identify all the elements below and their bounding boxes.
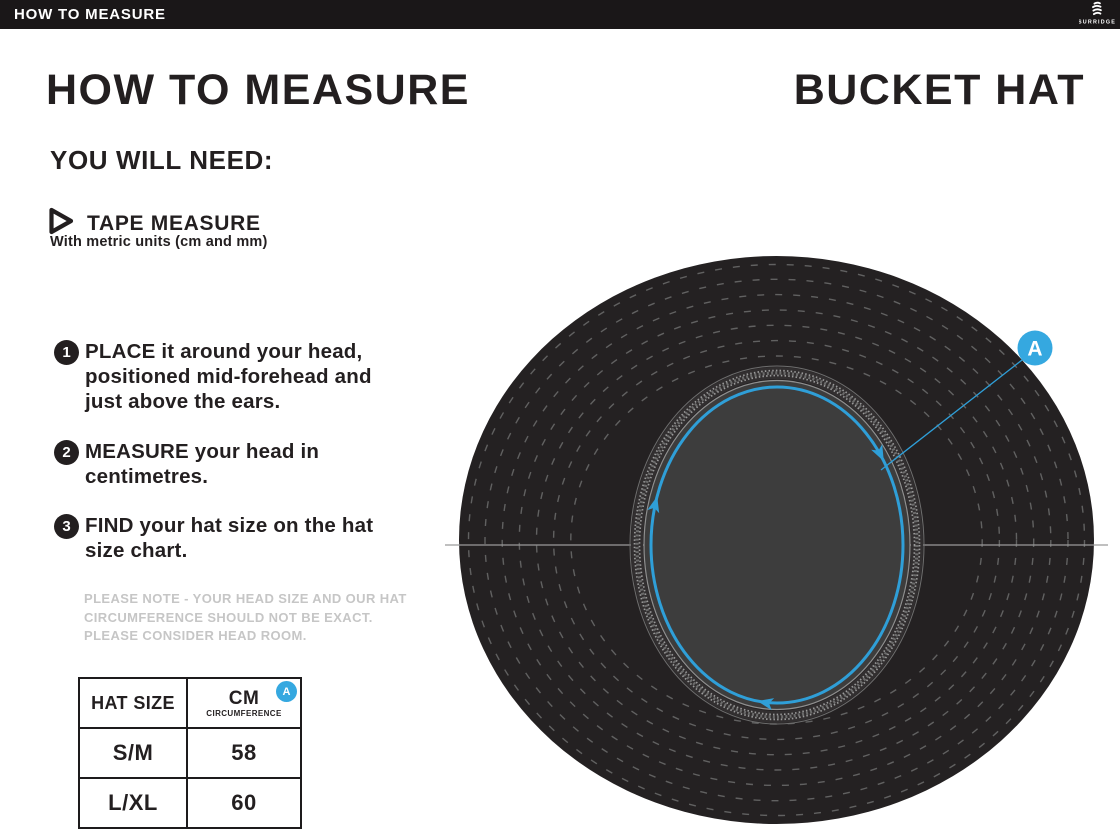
you-will-need-heading: YOU WILL NEED: — [50, 145, 274, 175]
step-2-line: MEASURE your head in — [85, 440, 320, 463]
step-3-line: FIND your hat size on the hat — [85, 514, 374, 537]
step-3-line: size chart. — [85, 539, 188, 562]
circumference-column-sublabel: CIRCUMFERENCE — [206, 708, 282, 718]
step-1-number-badge: 1 — [54, 340, 79, 365]
step-1-line: PLACE it around your head, — [85, 340, 363, 363]
table-row — [80, 727, 300, 777]
topbar-title: HOW TO MEASURE — [14, 6, 166, 23]
fit-note-line: PLEASE NOTE - YOUR HEAD SIZE AND OUR HAT — [84, 591, 407, 606]
bucket-hat-diagram — [430, 240, 1120, 833]
surridge-logo-text: SURRIDGE — [1079, 19, 1115, 26]
cm-value: 58 — [231, 740, 257, 765]
step-3 — [54, 513, 373, 563]
size-cell — [80, 729, 188, 777]
size-value: L/XL — [108, 790, 158, 815]
step-3-text — [85, 513, 373, 563]
fit-note — [84, 590, 407, 646]
step-1-text — [85, 339, 372, 414]
fit-note-line: CIRCUMFERENCE SHOULD NOT BE EXACT. — [84, 609, 373, 625]
step-2-text — [85, 439, 319, 489]
top-bar — [0, 0, 1120, 29]
step-2-line: centimetres. — [85, 465, 209, 488]
measurement-a-badge: A — [276, 681, 297, 702]
step-2-number-badge: 2 — [54, 440, 79, 465]
header-cell-hat-size — [80, 679, 188, 727]
tape-measure-description: With metric units (cm and mm) — [50, 234, 268, 250]
surridge-logo-icon — [1079, 1, 1115, 33]
cm-cell — [188, 729, 300, 777]
cm-cell — [188, 779, 300, 827]
tape-measure-label: TAPE MEASURE — [87, 211, 261, 235]
fit-note-line: PLEASE CONSIDER HEAD ROOM. — [84, 628, 307, 643]
step-1 — [54, 339, 372, 414]
header-cell-cm — [188, 679, 300, 727]
size-chart-header-row — [80, 679, 300, 727]
size-value: S/M — [112, 740, 154, 765]
size-cell — [80, 779, 188, 827]
step-3-number-badge: 3 — [54, 514, 79, 539]
measurement-a-marker-label: A — [1027, 337, 1043, 361]
table-row — [80, 777, 300, 827]
cm-column-label: CM — [228, 687, 260, 709]
hat-crown — [644, 381, 910, 710]
step-2 — [54, 439, 319, 489]
page-title: HOW TO MEASURE — [46, 66, 470, 114]
step-1-line: positioned mid-forehead and — [85, 365, 372, 388]
step-1-line: just above the ears. — [85, 390, 281, 413]
size-chart-table — [78, 677, 302, 829]
hat-size-column-label: HAT SIZE — [91, 692, 175, 713]
cm-value: 60 — [231, 790, 257, 815]
product-title: BUCKET HAT — [793, 66, 1085, 114]
